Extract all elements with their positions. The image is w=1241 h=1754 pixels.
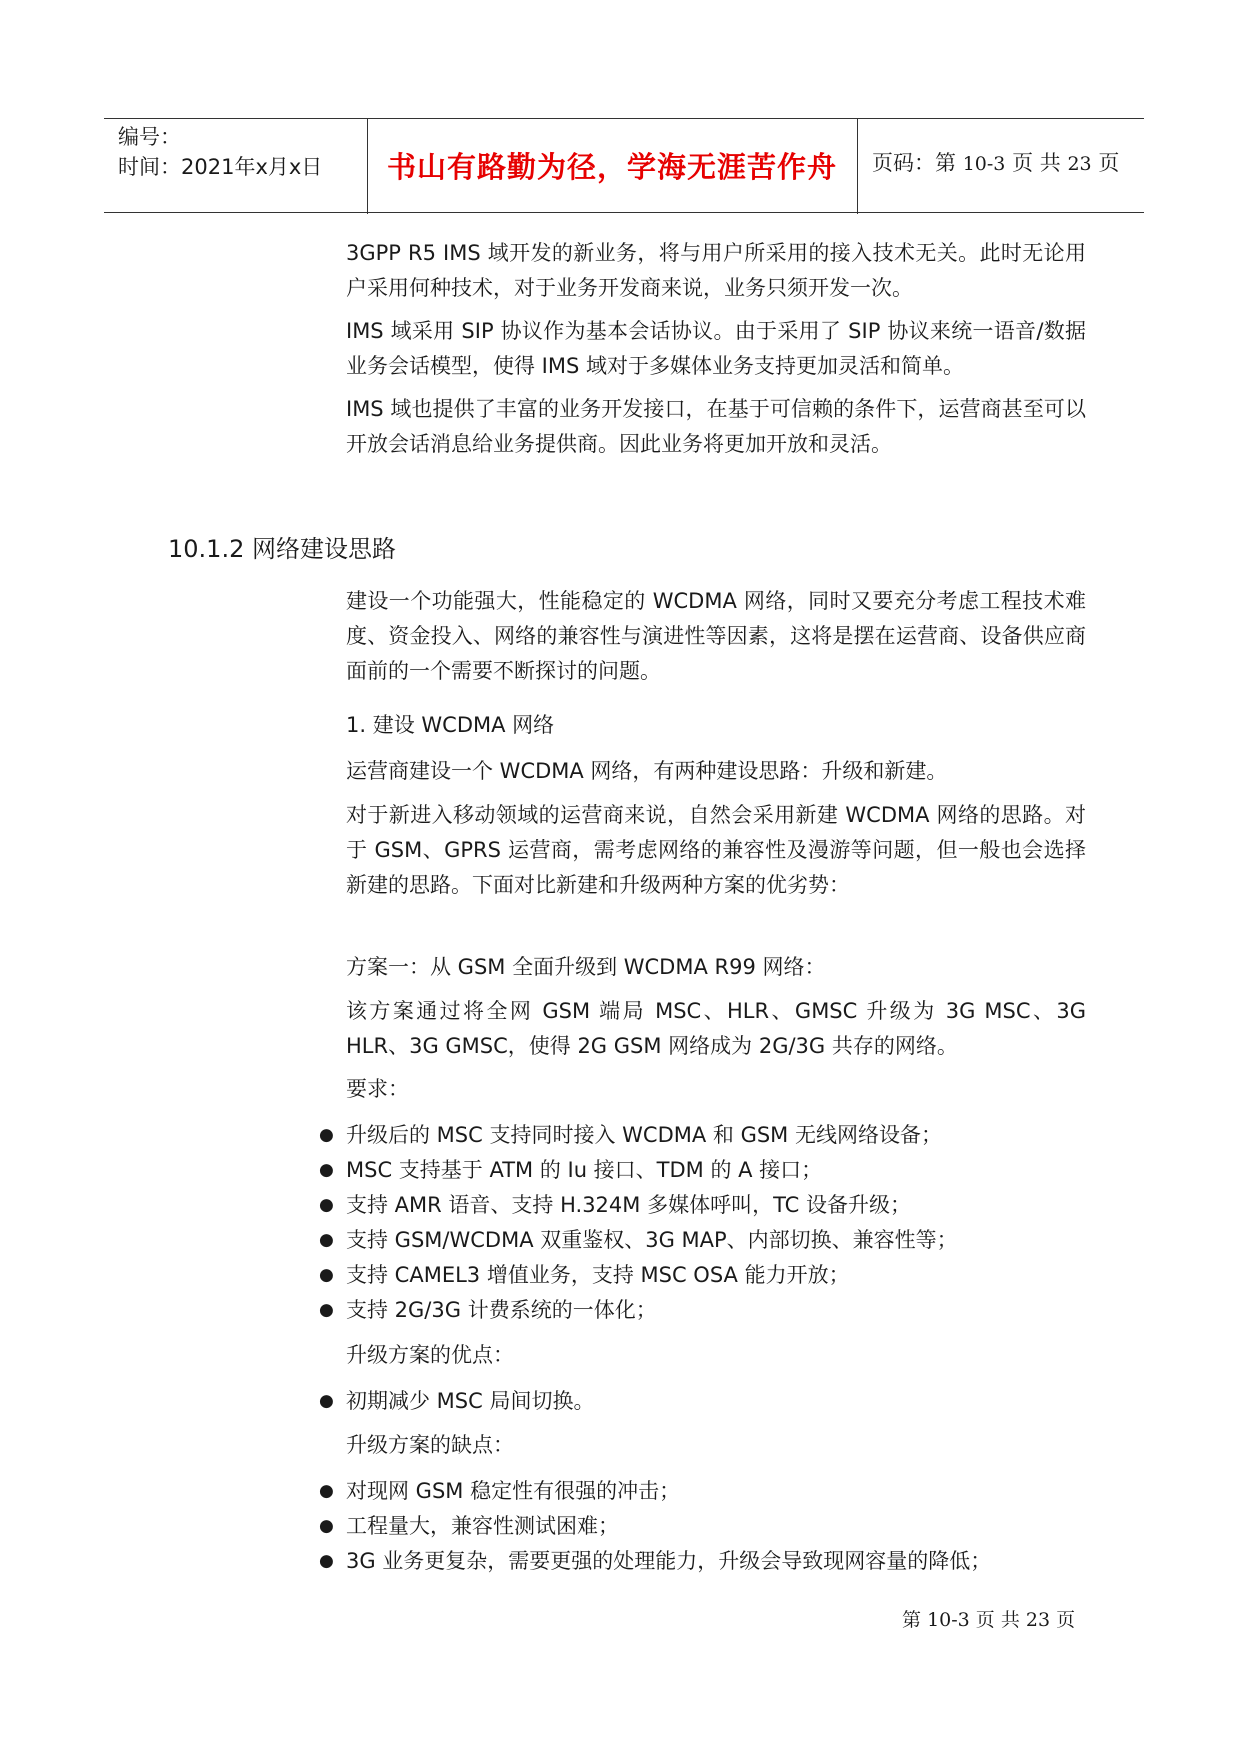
- bullet-icon: ●: [319, 1391, 334, 1411]
- bullet-icon: ●: [319, 1300, 334, 1320]
- page-header: [104, 118, 1144, 214]
- bullet-icon: ●: [319, 1551, 334, 1571]
- paragraph-new-operators: 对于新进入移动领域的运营商来说，自然会采用新建 WCDMA 网络的思路。对于 GSM、GPRS 运营商，需考虑网络的兼容性及漫游等问题，但一般也会选择新建的思路。下面对比新建和升级两种方案的优劣势：: [346, 803, 1086, 897]
- header-divider-right: [857, 118, 858, 214]
- list-item: ● 升级后的 MSC 支持同时接入 WCDMA 和 GSM 无线网络设备；: [346, 1120, 1106, 1150]
- list-item: ● 支持 AMR 语音、支持 H.324M 多媒体呼叫，TC 设备升级；: [346, 1190, 1106, 1220]
- header-page-label: 页码：第: [872, 151, 956, 175]
- bullet-icon: ●: [319, 1160, 334, 1180]
- paragraph-ims-sip: IMS 域采用 SIP 协议作为基本会话协议。由于采用了 SIP 协议来统一语音/数据业务会话模型，使得 IMS 域对于多媒体业务支持更加灵活和简单。: [346, 319, 1086, 378]
- sub-heading: 1. 建设 WCDMA 网络: [346, 713, 555, 737]
- bullet-icon: ●: [319, 1195, 334, 1215]
- header-time-label: 时间：2021年x月x日: [118, 155, 323, 179]
- header-page-current: 10-3: [962, 153, 1006, 175]
- header-meta: [118, 122, 322, 182]
- disadvantages-label: 升级方案的缺点：: [346, 1433, 514, 1457]
- header-bottom-rule: [104, 212, 1144, 213]
- list-item: ● 3G 业务更复杂，需要更强的处理能力，升级会导致现网容量的降低；: [346, 1546, 1106, 1576]
- bullet-icon: ●: [319, 1516, 334, 1536]
- paragraph-network-goal: 建设一个功能强大，性能稳定的 WCDMA 网络，同时又要充分考虑工程技术难度、资金投入、网络的兼容性与演进性等因素，这将是摆在运营商、设备供应商面前的一个需要不断探讨的问题。: [346, 589, 1086, 683]
- section-heading: 10.1.2 网络建设思路: [168, 535, 396, 563]
- header-page-mid: 页 共: [1012, 151, 1061, 175]
- footer-total-pages: 23: [1025, 1609, 1051, 1631]
- footer-prefix: 第: [902, 1609, 922, 1631]
- requirements-label: 要求：: [346, 1077, 409, 1101]
- header-page-end: 页: [1098, 151, 1120, 175]
- list-item: ● 支持 GSM/WCDMA 双重鉴权、3G MAP、内部切换、兼容性等；: [346, 1225, 1106, 1255]
- bullet-icon: ●: [319, 1481, 334, 1501]
- paragraph-r5-ims: 3GPP R5 IMS 域开发的新业务，将与用户所采用的接入技术无关。此时无论用户采用何种技术，对于业务开发商来说，业务只须开发一次。: [346, 241, 1086, 300]
- bullet-icon: ●: [319, 1265, 334, 1285]
- list-item: ● 工程量大，兼容性测试困难；: [346, 1511, 1106, 1541]
- list-item: ● 支持 CAMEL3 增值业务，支持 MSC OSA 能力开放；: [346, 1260, 1106, 1290]
- header-page-indicator: [872, 148, 1119, 179]
- list-item: ● 对现网 GSM 稳定性有很强的冲击；: [346, 1476, 1106, 1506]
- header-page-total: 23: [1067, 153, 1092, 175]
- list-item: ● 初期减少 MSC 局间切换。: [346, 1386, 1106, 1416]
- footer-mid: 页 共: [975, 1609, 1020, 1631]
- paragraph-plan-one-detail: 该方案通过将全网 GSM 端局 MSC、HLR、GMSC 升级为 3G MSC、3G HLR、3G GMSC，使得 2G GSM 网络成为 2G/3G 共存的网络。: [346, 999, 1086, 1058]
- bullet-icon: ●: [319, 1230, 334, 1250]
- footer-current-page: 10-3: [927, 1609, 970, 1631]
- footer-suffix: 页: [1056, 1609, 1076, 1631]
- page-footer: [902, 1605, 1075, 1632]
- paragraph-ims-interfaces: IMS 域也提供了丰富的业务开发接口，在基于可信赖的条件下，运营商甚至可以开放会话消息给业务提供商。因此业务将更加开放和灵活。: [346, 397, 1086, 456]
- header-number-label: 编号：: [118, 125, 181, 149]
- bullet-icon: ●: [319, 1125, 334, 1145]
- list-item: ● MSC 支持基于 ATM 的 Iu 接口、TDM 的 A 接口；: [346, 1155, 1106, 1185]
- advantages-label: 升级方案的优点：: [346, 1343, 514, 1367]
- list-item: ● 支持 2G/3G 计费系统的一体化；: [346, 1295, 1106, 1325]
- header-motto: 书山有路勤为径，学海无涯苦作舟: [386, 149, 837, 184]
- paragraph-plan-one: 方案一：从 GSM 全面升级到 WCDMA R99 网络：: [346, 955, 826, 979]
- paragraph-two-approaches: 运营商建设一个 WCDMA 网络，有两种建设思路：升级和新建。: [346, 759, 948, 783]
